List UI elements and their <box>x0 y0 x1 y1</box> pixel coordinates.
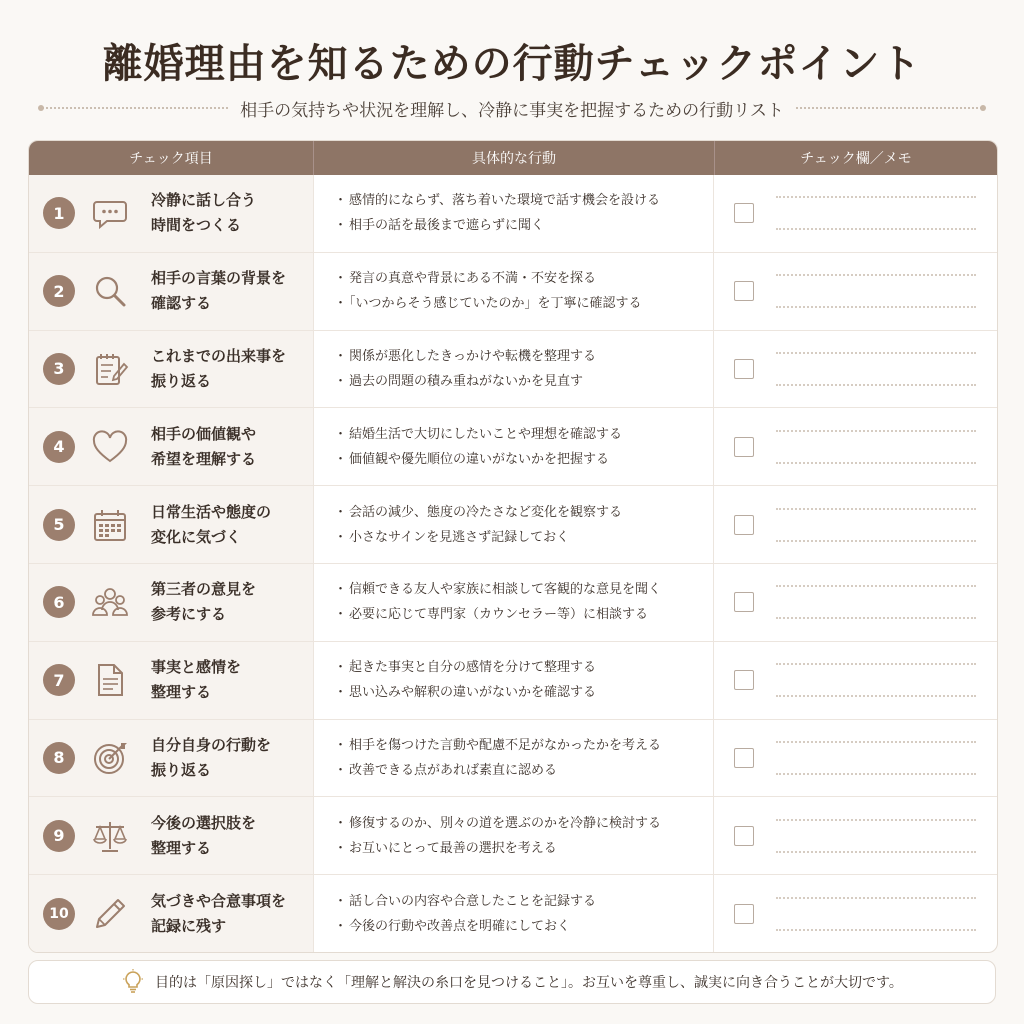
check-item-label <box>151 889 286 939</box>
check-item-label-line2: 確認する <box>151 294 212 313</box>
check-item-label-line1: 日常生活や態度の <box>151 502 272 521</box>
check-memo-cell <box>714 253 997 330</box>
actions-cell <box>314 331 714 408</box>
check-memo-cell <box>714 486 997 563</box>
action-item: ・ 改善できる点があれば素直に認める <box>334 758 713 783</box>
item-number-badge: 6 <box>43 586 75 618</box>
heart-icon <box>89 426 131 468</box>
check-item-label-line1: 自分自身の行動を <box>151 735 272 754</box>
check-item-label <box>151 422 256 472</box>
check-checkbox[interactable] <box>734 281 754 301</box>
check-memo-cell <box>714 875 997 952</box>
check-memo-cell <box>714 408 997 485</box>
check-checkbox[interactable] <box>734 592 754 612</box>
calendar-icon <box>89 504 131 546</box>
action-item: ・ 話し合いの内容や合意したことを記録する <box>334 889 713 914</box>
item-number-badge: 2 <box>43 275 75 307</box>
item-number-badge: 5 <box>43 509 75 541</box>
table-row <box>29 407 997 485</box>
table-header <box>29 141 997 175</box>
page-title: 離婚理由を知るための行動チェックポイント <box>102 40 922 87</box>
actions-cell <box>314 875 714 952</box>
action-item: ・ お互いにとって最善の選択を考える <box>334 836 713 861</box>
check-item-label-line1: 相手の言葉の背景を <box>151 269 287 288</box>
table-row <box>29 719 997 797</box>
check-item-label-line2: 変化に気づく <box>151 527 242 546</box>
check-item-label-line2: 振り返る <box>151 760 212 779</box>
check-item-label <box>151 188 256 238</box>
item-number-badge: 9 <box>43 820 75 852</box>
check-item-label-line2: 時間をつくる <box>151 216 242 235</box>
action-item: ・ 小さなサインを見逃さず記録しておく <box>334 525 713 550</box>
table-row <box>29 563 997 641</box>
check-item-cell <box>29 331 314 408</box>
table-body <box>29 175 997 952</box>
decorative-divider <box>796 107 982 109</box>
people-icon <box>89 581 131 623</box>
check-checkbox[interactable] <box>734 359 754 379</box>
lightbulb-icon <box>121 969 145 995</box>
check-item-cell <box>29 720 314 797</box>
check-item-label-line2: 希望を理解する <box>151 449 257 468</box>
target-icon <box>89 737 131 779</box>
action-item: ・ 感情的にならず、落ち着いた環境で話す機会を設ける <box>334 188 713 213</box>
table-row <box>29 330 997 408</box>
action-item: ・ 信頼できる友人や家族に相談して客観的な意見を聞く <box>334 577 713 602</box>
footer-text: 目的は「原因探し」ではなく「理解と解決の糸口を見つけること」。お互いを尊重し、誠実に向き合うことが大切です。 <box>155 975 903 991</box>
action-item: ・ 価値観や優先順位の違いがないかを把握する <box>334 447 713 472</box>
item-number-badge: 3 <box>43 353 75 385</box>
check-memo-cell <box>714 642 997 719</box>
check-checkbox[interactable] <box>734 670 754 690</box>
check-item-label-line1: 事実と感情を <box>151 658 242 677</box>
action-item: ・ 今後の行動や改善点を明確にしておく <box>334 914 713 939</box>
document-icon <box>89 659 131 701</box>
check-item-label <box>151 655 241 705</box>
action-item: ・ 「いつからそう感じていたのか」を丁寧に確認する <box>334 291 713 316</box>
check-item-label <box>151 811 256 861</box>
magnifier-icon <box>89 270 131 312</box>
action-item: ・ 起きた事実と自分の感情を分けて整理する <box>334 655 713 680</box>
table-row <box>29 874 997 952</box>
subtitle-row <box>30 94 994 122</box>
memo-field[interactable] <box>776 508 976 542</box>
item-number-badge: 1 <box>43 197 75 229</box>
memo-field[interactable] <box>776 897 976 931</box>
check-item-label-line1: 冷静に話し合う <box>151 191 257 210</box>
check-item-cell <box>29 564 314 641</box>
memo-field[interactable] <box>776 819 976 853</box>
check-item-label <box>151 266 286 316</box>
action-item: ・ 相手の話を最後まで遮らずに聞く <box>334 213 713 238</box>
check-memo-cell <box>714 331 997 408</box>
action-item: ・ 修復するのか、別々の道を選ぶのかを冷静に検討する <box>334 811 713 836</box>
memo-field[interactable] <box>776 741 976 775</box>
action-item: ・ 必要に応じて専門家（カウンセラー等）に相談する <box>334 602 713 627</box>
actions-cell <box>314 797 714 874</box>
table-row <box>29 252 997 330</box>
memo-field[interactable] <box>776 663 976 697</box>
checklist-table <box>28 140 998 953</box>
check-item-label <box>151 344 286 394</box>
table-row <box>29 641 997 719</box>
table-row <box>29 796 997 874</box>
action-item: ・ 発言の真意や背景にある不満・不安を探る <box>334 266 713 291</box>
check-memo-cell <box>714 175 997 252</box>
notepad-icon <box>89 348 131 390</box>
memo-field[interactable] <box>776 352 976 386</box>
page-subtitle: 相手の気持ちや状況を理解し、冷静に事実を把握するための行動リスト <box>240 100 784 121</box>
item-number-badge: 4 <box>43 431 75 463</box>
check-item-cell <box>29 408 314 485</box>
header-check-item: チェック項目 <box>29 141 314 175</box>
check-checkbox[interactable] <box>734 515 754 535</box>
action-item: ・ 結婚生活で大切にしたいことや理想を確認する <box>334 422 713 447</box>
check-item-label-line1: 気づきや合意事項を <box>151 891 287 910</box>
pencil-icon <box>89 893 131 935</box>
check-item-label-line1: 相手の価値観や <box>151 424 257 443</box>
action-item: ・ 過去の問題の積み重ねがないかを見直す <box>334 369 713 394</box>
check-item-label <box>151 577 256 627</box>
check-checkbox[interactable] <box>734 748 754 768</box>
header-actions: 具体的な行動 <box>314 141 715 175</box>
actions-cell <box>314 564 714 641</box>
check-item-cell <box>29 797 314 874</box>
table-row <box>29 175 997 252</box>
memo-field[interactable] <box>776 430 976 464</box>
action-item: ・ 関係が悪化したきっかけや転機を整理する <box>334 344 713 369</box>
item-number-badge: 10 <box>43 898 75 930</box>
check-checkbox[interactable] <box>734 904 754 924</box>
action-item: ・ 相手を傷つけた言動や配慮不足がなかったかを考える <box>334 733 713 758</box>
check-item-label <box>151 733 271 783</box>
table-row <box>29 485 997 563</box>
item-number-badge: 7 <box>43 664 75 696</box>
check-item-cell <box>29 486 314 563</box>
check-item-label <box>151 500 271 550</box>
check-item-cell <box>29 253 314 330</box>
check-item-label-line2: 参考にする <box>151 605 227 624</box>
speech-bubble-icon <box>89 192 131 234</box>
action-item: ・ 会話の減少、態度の冷たさなど変化を観察する <box>334 500 713 525</box>
action-item: ・ 思い込みや解釈の違いがないかを確認する <box>334 680 713 705</box>
check-memo-cell <box>714 720 997 797</box>
check-checkbox[interactable] <box>734 437 754 457</box>
memo-field[interactable] <box>776 585 976 619</box>
check-item-label-line2: 整理する <box>151 683 212 702</box>
check-item-label-line2: 振り返る <box>151 371 212 390</box>
check-item-label-line2: 記録に残す <box>151 916 227 935</box>
check-item-cell <box>29 642 314 719</box>
decorative-divider <box>42 107 228 109</box>
check-item-label-line1: これまでの出来事を <box>151 346 287 365</box>
check-checkbox[interactable] <box>734 826 754 846</box>
check-memo-cell <box>714 564 997 641</box>
scales-icon <box>89 815 131 857</box>
actions-cell <box>314 253 714 330</box>
actions-cell <box>314 408 714 485</box>
actions-cell <box>314 175 714 252</box>
item-number-badge: 8 <box>43 742 75 774</box>
check-checkbox[interactable] <box>734 203 754 223</box>
check-item-label-line2: 整理する <box>151 838 212 857</box>
check-item-cell <box>29 175 314 252</box>
footer-note <box>28 960 996 1004</box>
check-item-cell <box>29 875 314 952</box>
header-check-memo: チェック欄／メモ <box>800 151 912 167</box>
check-item-label-line1: 今後の選択肢を <box>151 813 257 832</box>
memo-field[interactable] <box>776 196 976 230</box>
actions-cell <box>314 642 714 719</box>
memo-field[interactable] <box>776 274 976 308</box>
check-item-label-line1: 第三者の意見を <box>151 580 257 599</box>
actions-cell <box>314 720 714 797</box>
actions-cell <box>314 486 714 563</box>
check-memo-cell <box>714 797 997 874</box>
